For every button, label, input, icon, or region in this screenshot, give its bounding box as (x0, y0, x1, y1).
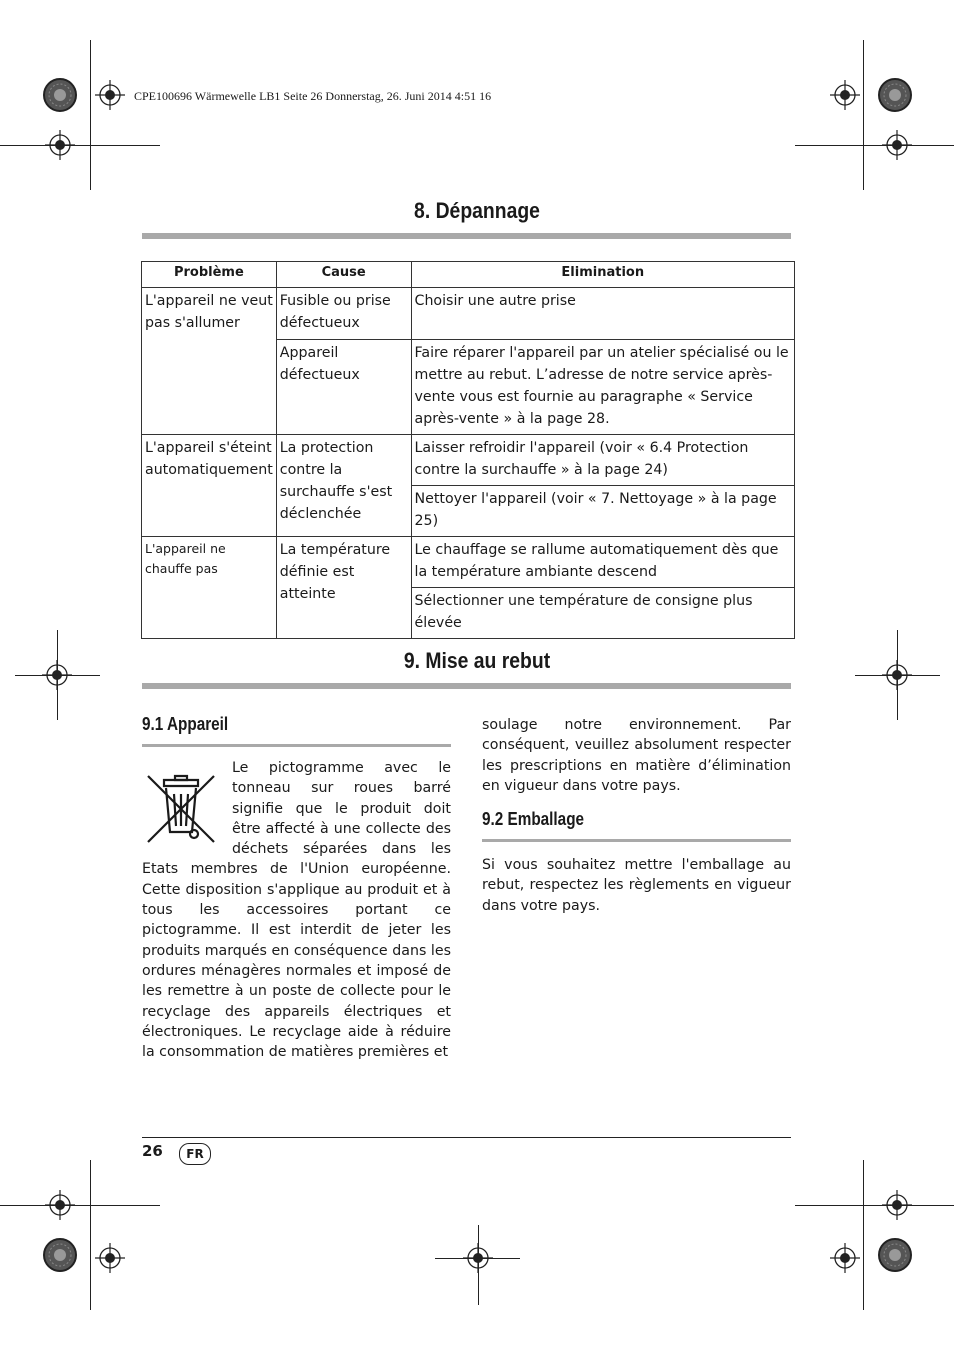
section-9-rule (142, 683, 791, 689)
troubleshooting-table (141, 261, 795, 639)
cause-cell: Appareil défectueux (276, 340, 411, 435)
table-row (142, 537, 795, 588)
cause-cell: La température définie est atteinte (276, 537, 411, 639)
solution-cell: Choisir une autre prise (411, 288, 794, 340)
solution-cell: Nettoyer l'appareil (voir « 7. Nettoyage » à la page 25) (411, 486, 794, 537)
language-badge: FR (179, 1143, 211, 1165)
packaging-paragraph: Si vous souhaitez mettre l'emballage au rebut, respectez les règlements en vigueur dans votre pays. (482, 857, 791, 914)
section-9-title: 9. Mise au rebut (403, 648, 551, 673)
column-header-elimination: Elimination (411, 262, 794, 288)
recycling-paragraph: Le pictogramme avec le tonneau sur roues barré signifie que le produit doit être affecté à une collecte des déchets séparées dans les Etats membres de l'Union européenne. Cette disposition s'applique au produit et à tous les accessoires portant ce pictogramme. Il est interdit de jeter les produits marqués en conséquence dans les ordures ménagères normales et imposé de les remettre à un poste de collecte pour le recyclage des appareils électriques et électroniques. Le recyclage aide à réduire la consommation de matières premières et (142, 760, 451, 1061)
subsection-9-1-title: 9.1 Appareil (142, 714, 229, 734)
problem-cell: L'appareil ne chauffe pas (142, 537, 277, 639)
problem-cell: L'appareil s'éteint automatiquement (142, 435, 277, 537)
column-header-cause: Cause (276, 262, 411, 288)
crossed-out-wheelie-bin-icon (142, 766, 220, 846)
solution-cell: Faire réparer l'appareil par un atelier spécialisé ou le mettre au rebut. L’adresse de notre service après-vente vous est fournie au paragraphe « Service après-vente » à la page 28. (411, 340, 794, 435)
cause-cell: Fusible ou prise défectueux (276, 288, 411, 340)
table-header-row (142, 262, 795, 288)
section-8-rule (142, 233, 791, 239)
solution-cell: Sélectionner une température de consigne plus élevée (411, 588, 794, 639)
print-header: CPE100696 Wärmewelle LB1 Seite 26 Donnerstag, 26. Juni 2014 4:51 16 (134, 89, 492, 103)
table-row (142, 435, 795, 486)
solution-cell: Laisser refroidir l'appareil (voir « 6.4 Protection contre la surchauffe » à la page 24) (411, 435, 794, 486)
subsection-9-2-rule (482, 839, 791, 842)
cause-cell: La protection contre la surchauffe s'est déclenchée (276, 435, 411, 537)
solution-cell: Le chauffage se rallume automatiquement dès que la température ambiante descend (411, 537, 794, 588)
column-left (142, 758, 451, 1062)
subsection-9-1-rule (142, 744, 451, 747)
recycling-paragraph-continued: soulage notre environnement. Par conséquent, veuillez absolument respecter les prescriptions en matière d’élimination en vigueur dans votre pays. (482, 717, 791, 794)
page-number: 26 (142, 1142, 163, 1160)
table-row (142, 288, 795, 340)
section-8-title: 8. Dépannage (414, 198, 540, 223)
subsection-9-2-title: 9.2 Emballage (482, 809, 585, 829)
footer-rule (142, 1137, 791, 1138)
column-header-problem: Problème (142, 262, 277, 288)
problem-cell: L'appareil ne veut pas s'allumer (142, 288, 277, 435)
